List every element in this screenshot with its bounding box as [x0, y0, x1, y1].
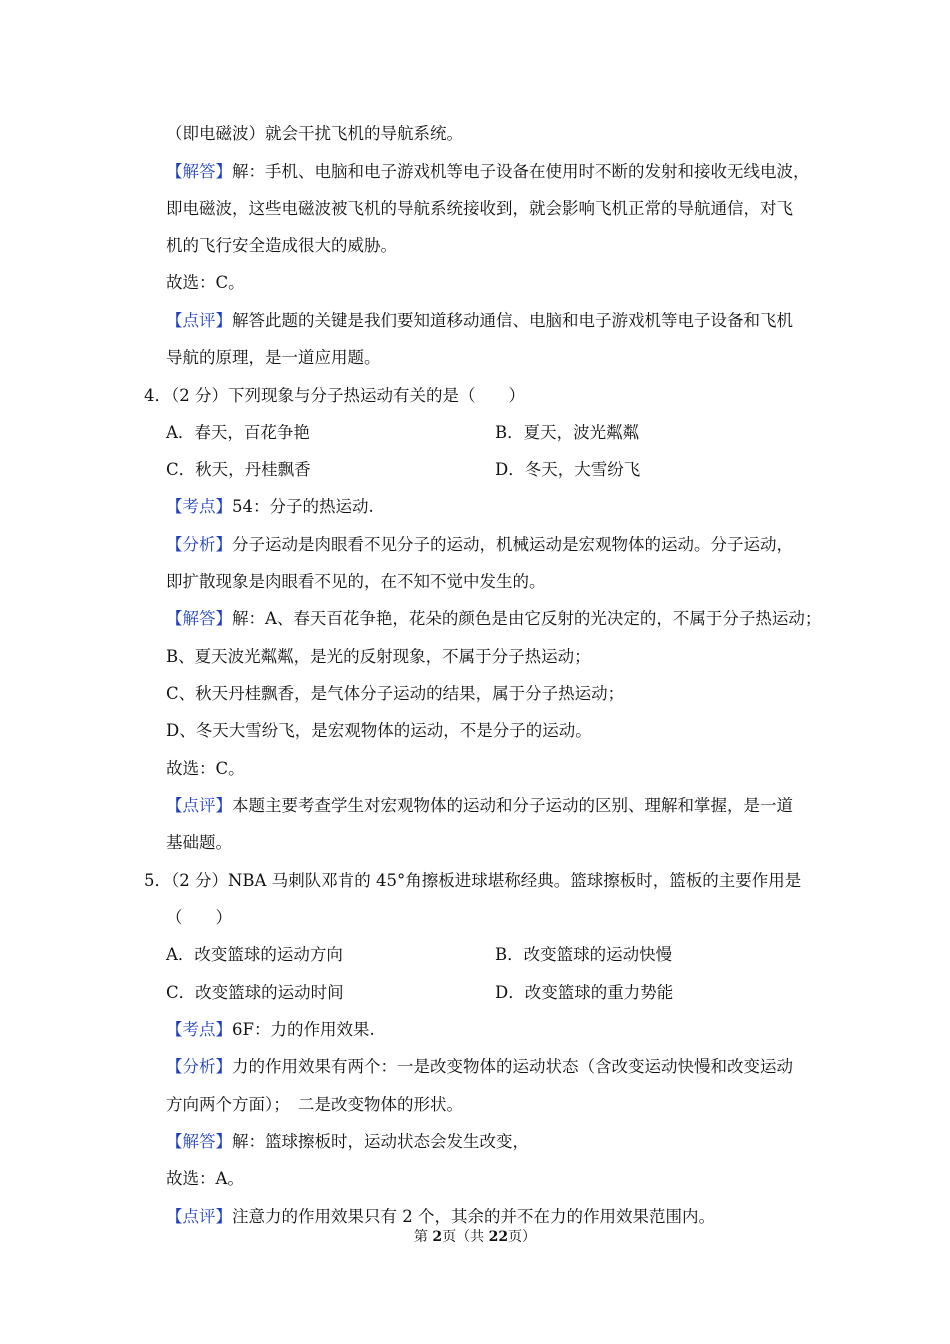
page-total: 22: [488, 1229, 509, 1245]
q4-option-b: B．夏天，波光粼粼: [495, 423, 640, 442]
knowledge-point-line: 【考点】54：分子的热运动.: [166, 497, 374, 516]
q5-option-c: C．改变篮球的运动时间: [166, 983, 344, 1002]
comment-line: 【点评】解答此题的关键是我们要知道移动通信、电脑和电子游戏机等电子设备和飞机: [166, 311, 793, 330]
knowledge-point-tag: 【考点】: [166, 1020, 232, 1039]
question-4-stem: 4．（2 分）下列现象与分子热运动有关的是（ ）: [144, 386, 525, 405]
answer-line: 【解答】解：篮球擦板时，运动状态会发生改变，: [166, 1132, 529, 1151]
q5-option-b: B．改变篮球的运动快慢: [495, 945, 673, 964]
comment-tag: 【点评】: [166, 311, 232, 330]
text-line: 方向两个方面）； 二是改变物体的形状。: [166, 1095, 463, 1114]
answer-tag: 【解答】: [166, 162, 232, 181]
text-line: 故选：A。: [166, 1169, 244, 1188]
analysis-tag: 【分析】: [166, 535, 232, 554]
analysis-tag: 【分析】: [166, 1057, 232, 1076]
text-line: B、夏天波光粼粼，是光的反射现象，不属于分子热运动；: [166, 647, 591, 666]
question-5-stem: 5．（2 分）NBA 马刺队邓肯的 45°角擦板进球堪称经典。篮球擦板时，篮板的主要作用是: [144, 871, 802, 890]
text-line: 基础题。: [166, 833, 232, 852]
analysis-line: 【分析】分子运动是肉眼看不见分子的运动，机械运动是宏观物体的运动。分子运动，: [166, 535, 793, 554]
answer-tag: 【解答】: [166, 609, 232, 628]
knowledge-point-tag: 【考点】: [166, 497, 232, 516]
comment-tag: 【点评】: [166, 796, 232, 815]
comment-line: 【点评】本题主要考查学生对宏观物体的运动和分子运动的区别、理解和掌握，是一道: [166, 796, 793, 815]
page-footer: 第 2页（共 22页）: [413, 1229, 537, 1245]
answer-line: 【解答】解：A、春天百花争艳，花朵的颜色是由它反射的光决定的，不属于分子热运动；: [166, 609, 822, 628]
text-line: 导航的原理，是一道应用题。: [166, 348, 381, 367]
text-line: C、秋天丹桂飘香，是气体分子运动的结果，属于分子热运动；: [166, 684, 625, 703]
text-line: 即扩散现象是肉眼看不见的，在不知不觉中发生的。: [166, 572, 546, 591]
answer-line: 【解答】解：手机、电脑和电子游戏机等电子设备在使用时不断的发射和接收无线电波，: [166, 162, 810, 181]
knowledge-point-line: 【考点】6F：力的作用效果.: [166, 1020, 375, 1039]
text-line: D、冬天大雪纷飞，是宏观物体的运动，不是分子的运动。: [166, 721, 592, 740]
page-number: 2: [432, 1229, 443, 1245]
text-line: 故选：C。: [166, 759, 245, 778]
text-line: （ ）: [166, 908, 232, 927]
q5-option-a: A．改变篮球的运动方向: [166, 945, 343, 964]
text-line: 即电磁波，这些电磁波被飞机的导航系统接收到，就会影响飞机正常的导航通信，对飞: [166, 199, 793, 218]
text-line: （即电磁波）就会干扰飞机的导航系统。: [166, 124, 463, 143]
q4-option-a: A．春天，百花争艳: [166, 423, 310, 442]
text-line: 机的飞行安全造成很大的威胁。: [166, 236, 397, 255]
q4-option-c: C．秋天，丹桂飘香: [166, 460, 311, 479]
comment-tag: 【点评】: [166, 1207, 232, 1226]
comment-line: 【点评】注意力的作用效果只有 2 个，其余的并不在力的作用效果范围内。: [166, 1207, 715, 1226]
text-line: 故选：C。: [166, 273, 245, 292]
q5-option-d: D．改变篮球的重力势能: [495, 983, 674, 1002]
answer-tag: 【解答】: [166, 1132, 232, 1151]
analysis-line: 【分析】力的作用效果有两个：一是改变物体的运动状态（含改变运动快慢和改变运动: [166, 1057, 793, 1076]
q4-option-d: D．冬天，大雪纷飞: [495, 460, 641, 479]
